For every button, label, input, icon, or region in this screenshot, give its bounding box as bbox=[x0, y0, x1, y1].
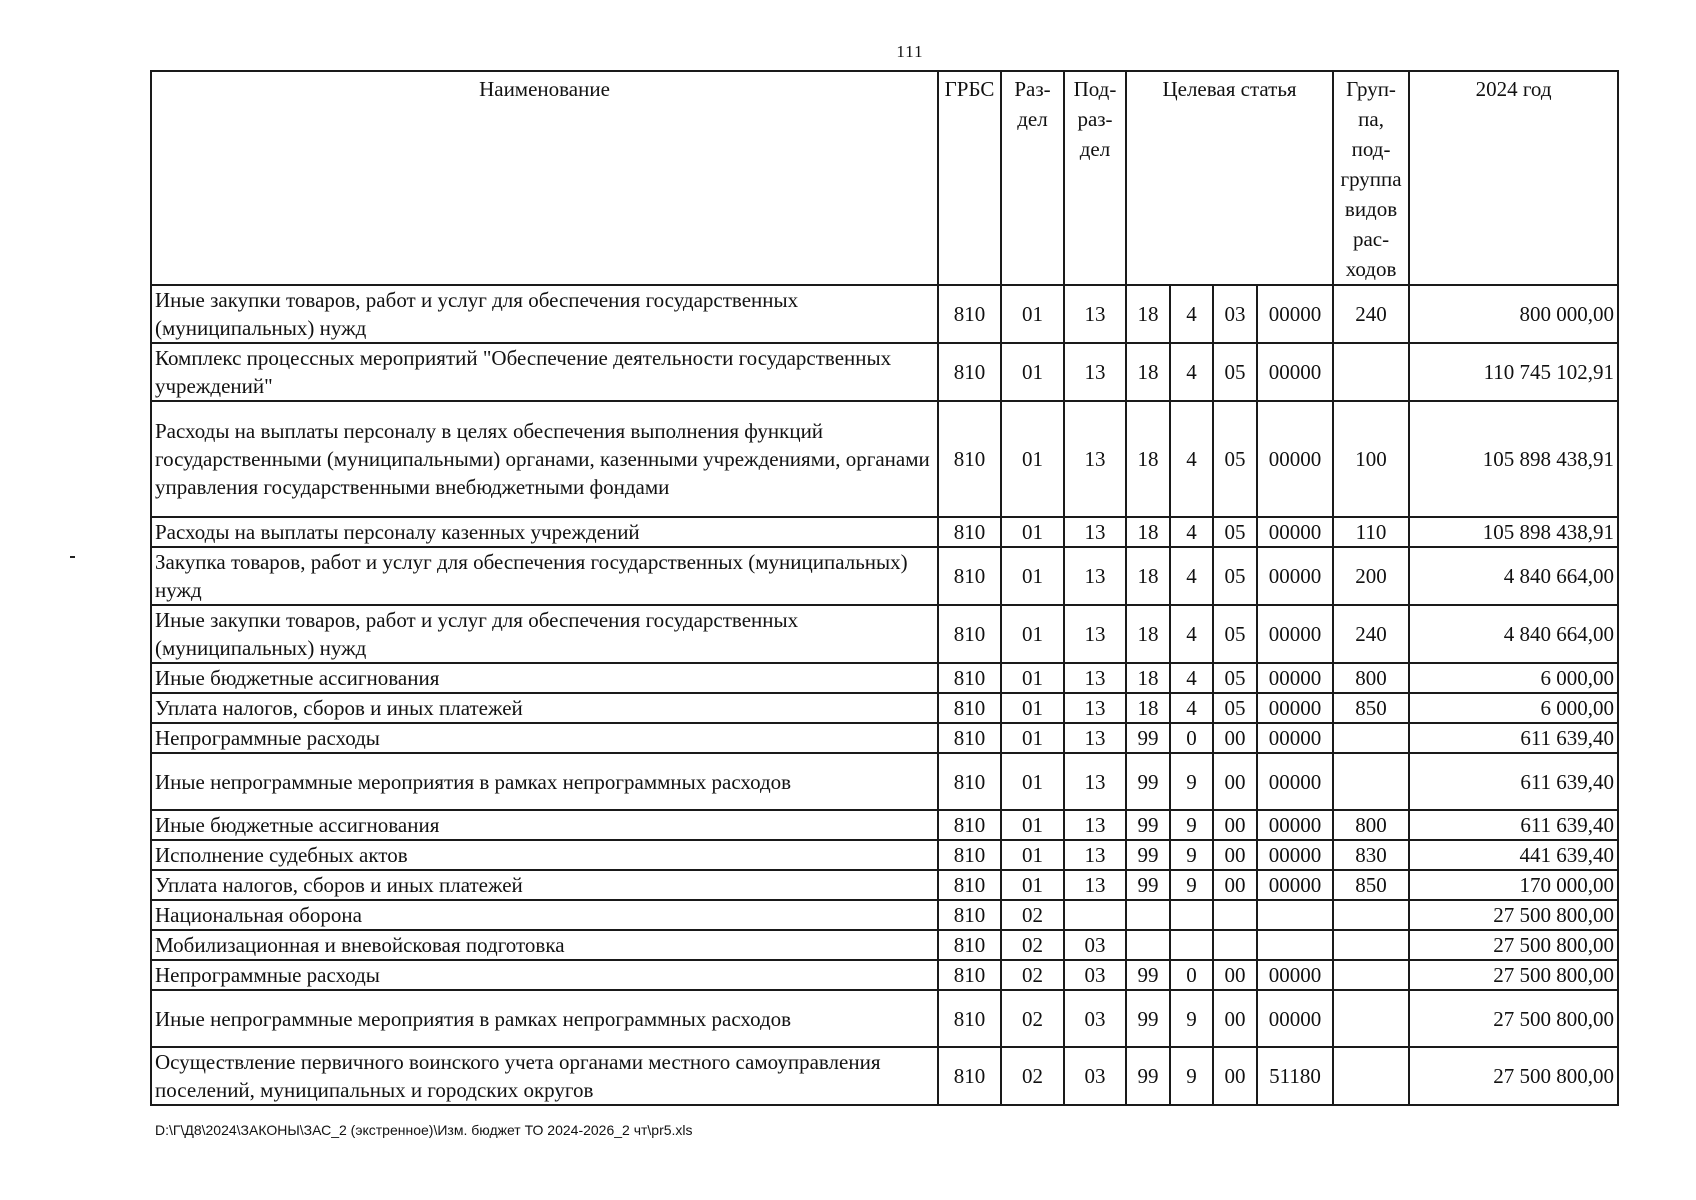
cell-name: Иные бюджетные ассигнования bbox=[151, 663, 938, 693]
cell-target-program: 99 bbox=[1126, 840, 1170, 870]
cell-podrazdel: 03 bbox=[1064, 930, 1126, 960]
cell-target-program: 18 bbox=[1126, 401, 1170, 517]
cell-target-direction bbox=[1257, 930, 1333, 960]
cell-target-type: 4 bbox=[1170, 693, 1213, 723]
table-row bbox=[151, 990, 1618, 1047]
cell-target-direction: 00000 bbox=[1257, 285, 1333, 343]
cell-razdel: 01 bbox=[1001, 723, 1064, 753]
table-row bbox=[151, 753, 1618, 810]
cell-expense-group: 240 bbox=[1333, 285, 1409, 343]
cell-target-type bbox=[1170, 930, 1213, 960]
cell-target-direction: 00000 bbox=[1257, 810, 1333, 840]
cell-target-direction: 00000 bbox=[1257, 723, 1333, 753]
table-header-row bbox=[151, 71, 1618, 285]
cell-name: Закупка товаров, работ и услуг для обеспечения государственных (муниципальных) нужд bbox=[151, 547, 938, 605]
cell-razdel: 01 bbox=[1001, 517, 1064, 547]
cell-amount-2024: 800 000,00 bbox=[1409, 285, 1618, 343]
cell-grbs: 810 bbox=[938, 1047, 1001, 1105]
cell-target-type: 4 bbox=[1170, 285, 1213, 343]
cell-target-program: 18 bbox=[1126, 605, 1170, 663]
cell-target-program: 18 bbox=[1126, 693, 1170, 723]
cell-expense-group bbox=[1333, 1047, 1409, 1105]
cell-target-direction: 51180 bbox=[1257, 1047, 1333, 1105]
cell-target-type: 4 bbox=[1170, 663, 1213, 693]
header-grbs: ГРБС bbox=[938, 71, 1001, 285]
table-body bbox=[151, 285, 1618, 1105]
cell-name: Осуществление первичного воинского учета органами местного самоуправления поселений, муниципальных и городских округов bbox=[151, 1047, 938, 1105]
cell-target-program: 99 bbox=[1126, 1047, 1170, 1105]
table-row bbox=[151, 930, 1618, 960]
cell-amount-2024: 441 639,40 bbox=[1409, 840, 1618, 870]
cell-target-program: 99 bbox=[1126, 753, 1170, 810]
cell-amount-2024: 611 639,40 bbox=[1409, 810, 1618, 840]
header-name: Наименование bbox=[151, 71, 938, 285]
cell-amount-2024: 6 000,00 bbox=[1409, 663, 1618, 693]
cell-grbs: 810 bbox=[938, 870, 1001, 900]
budget-table bbox=[150, 70, 1619, 1106]
cell-target-type: 9 bbox=[1170, 1047, 1213, 1105]
cell-target-type: 9 bbox=[1170, 840, 1213, 870]
cell-razdel: 02 bbox=[1001, 930, 1064, 960]
header-podrazdel: Под- раз- дел bbox=[1064, 71, 1126, 285]
cell-name: Мобилизационная и вневойсковая подготовка bbox=[151, 930, 938, 960]
cell-target-direction: 00000 bbox=[1257, 663, 1333, 693]
cell-amount-2024: 4 840 664,00 bbox=[1409, 605, 1618, 663]
cell-grbs: 810 bbox=[938, 840, 1001, 870]
cell-target-subprogram: 05 bbox=[1213, 517, 1257, 547]
cell-amount-2024: 110 745 102,91 bbox=[1409, 343, 1618, 401]
cell-expense-group: 200 bbox=[1333, 547, 1409, 605]
table-row bbox=[151, 663, 1618, 693]
cell-name: Иные закупки товаров, работ и услуг для обеспечения государственных (муниципальных) нужд bbox=[151, 285, 938, 343]
cell-expense-group bbox=[1333, 723, 1409, 753]
cell-grbs: 810 bbox=[938, 753, 1001, 810]
scan-artifact-mark bbox=[70, 556, 75, 558]
cell-amount-2024: 170 000,00 bbox=[1409, 870, 1618, 900]
cell-target-program: 99 bbox=[1126, 723, 1170, 753]
table-row bbox=[151, 605, 1618, 663]
table-row bbox=[151, 840, 1618, 870]
cell-target-subprogram: 05 bbox=[1213, 343, 1257, 401]
cell-amount-2024: 105 898 438,91 bbox=[1409, 517, 1618, 547]
cell-razdel: 01 bbox=[1001, 693, 1064, 723]
cell-podrazdel: 13 bbox=[1064, 285, 1126, 343]
cell-razdel: 02 bbox=[1001, 900, 1064, 930]
cell-razdel: 01 bbox=[1001, 663, 1064, 693]
cell-target-program: 99 bbox=[1126, 990, 1170, 1047]
cell-expense-group: 800 bbox=[1333, 810, 1409, 840]
cell-grbs: 810 bbox=[938, 663, 1001, 693]
cell-podrazdel: 03 bbox=[1064, 960, 1126, 990]
cell-target-program: 18 bbox=[1126, 547, 1170, 605]
cell-expense-group bbox=[1333, 930, 1409, 960]
cell-expense-group: 850 bbox=[1333, 870, 1409, 900]
cell-name: Уплата налогов, сборов и иных платежей bbox=[151, 870, 938, 900]
cell-expense-group: 850 bbox=[1333, 693, 1409, 723]
header-year-2024: 2024 год bbox=[1409, 71, 1618, 285]
cell-target-subprogram: 00 bbox=[1213, 723, 1257, 753]
cell-expense-group: 100 bbox=[1333, 401, 1409, 517]
cell-amount-2024: 611 639,40 bbox=[1409, 753, 1618, 810]
cell-target-direction: 00000 bbox=[1257, 960, 1333, 990]
cell-amount-2024: 27 500 800,00 bbox=[1409, 1047, 1618, 1105]
cell-podrazdel: 13 bbox=[1064, 605, 1126, 663]
footer-file-path: D:\Г\Д8\2024\ЗАКОНЫ\ЗАС_2 (экстренное)\Изм. бюджет ТО 2024-2026_2 чт\pr5.xls bbox=[155, 1122, 693, 1138]
table-row bbox=[151, 401, 1618, 517]
cell-target-type: 4 bbox=[1170, 547, 1213, 605]
cell-target-program: 18 bbox=[1126, 343, 1170, 401]
cell-podrazdel: 13 bbox=[1064, 517, 1126, 547]
cell-razdel: 02 bbox=[1001, 1047, 1064, 1105]
cell-name: Непрограммные расходы bbox=[151, 723, 938, 753]
cell-target-type: 9 bbox=[1170, 870, 1213, 900]
cell-name: Исполнение судебных актов bbox=[151, 840, 938, 870]
cell-name: Национальная оборона bbox=[151, 900, 938, 930]
cell-grbs: 810 bbox=[938, 517, 1001, 547]
cell-grbs: 810 bbox=[938, 343, 1001, 401]
cell-grbs: 810 bbox=[938, 990, 1001, 1047]
cell-target-type: 9 bbox=[1170, 990, 1213, 1047]
cell-target-type: 9 bbox=[1170, 810, 1213, 840]
cell-name: Расходы на выплаты персоналу казенных учреждений bbox=[151, 517, 938, 547]
cell-target-direction: 00000 bbox=[1257, 990, 1333, 1047]
cell-target-program bbox=[1126, 930, 1170, 960]
table-row bbox=[151, 723, 1618, 753]
cell-target-type: 0 bbox=[1170, 960, 1213, 990]
cell-grbs: 810 bbox=[938, 285, 1001, 343]
cell-podrazdel bbox=[1064, 900, 1126, 930]
table-row bbox=[151, 285, 1618, 343]
cell-expense-group bbox=[1333, 343, 1409, 401]
header-target-article: Целевая статья bbox=[1126, 71, 1333, 285]
cell-target-direction: 00000 bbox=[1257, 401, 1333, 517]
cell-target-subprogram: 00 bbox=[1213, 840, 1257, 870]
table-row bbox=[151, 1047, 1618, 1105]
cell-grbs: 810 bbox=[938, 930, 1001, 960]
cell-target-direction: 00000 bbox=[1257, 343, 1333, 401]
cell-expense-group bbox=[1333, 960, 1409, 990]
table-row bbox=[151, 693, 1618, 723]
cell-expense-group: 800 bbox=[1333, 663, 1409, 693]
cell-name: Иные закупки товаров, работ и услуг для обеспечения государственных (муниципальных) нужд bbox=[151, 605, 938, 663]
table-row bbox=[151, 517, 1618, 547]
cell-target-subprogram: 00 bbox=[1213, 1047, 1257, 1105]
cell-amount-2024: 105 898 438,91 bbox=[1409, 401, 1618, 517]
cell-target-subprogram: 00 bbox=[1213, 990, 1257, 1047]
cell-podrazdel: 13 bbox=[1064, 547, 1126, 605]
cell-razdel: 01 bbox=[1001, 753, 1064, 810]
table-row bbox=[151, 960, 1618, 990]
cell-razdel: 01 bbox=[1001, 605, 1064, 663]
cell-target-subprogram bbox=[1213, 930, 1257, 960]
cell-razdel: 01 bbox=[1001, 401, 1064, 517]
cell-name: Иные бюджетные ассигнования bbox=[151, 810, 938, 840]
cell-target-direction: 00000 bbox=[1257, 693, 1333, 723]
cell-target-subprogram: 00 bbox=[1213, 753, 1257, 810]
cell-name: Комплекс процессных мероприятий "Обеспечение деятельности государственных учреждений" bbox=[151, 343, 938, 401]
cell-target-direction: 00000 bbox=[1257, 840, 1333, 870]
header-expense-group: Груп- па, под- группа видов рас- ходов bbox=[1333, 71, 1409, 285]
cell-target-type: 0 bbox=[1170, 723, 1213, 753]
cell-expense-group: 240 bbox=[1333, 605, 1409, 663]
table-row bbox=[151, 870, 1618, 900]
cell-podrazdel: 13 bbox=[1064, 401, 1126, 517]
cell-amount-2024: 4 840 664,00 bbox=[1409, 547, 1618, 605]
cell-grbs: 810 bbox=[938, 605, 1001, 663]
cell-target-direction: 00000 bbox=[1257, 547, 1333, 605]
cell-target-direction bbox=[1257, 900, 1333, 930]
cell-expense-group: 110 bbox=[1333, 517, 1409, 547]
cell-podrazdel: 13 bbox=[1064, 663, 1126, 693]
cell-razdel: 01 bbox=[1001, 285, 1064, 343]
cell-target-subprogram bbox=[1213, 900, 1257, 930]
cell-target-program: 99 bbox=[1126, 810, 1170, 840]
table-row bbox=[151, 810, 1618, 840]
cell-target-subprogram: 05 bbox=[1213, 605, 1257, 663]
cell-podrazdel: 13 bbox=[1064, 723, 1126, 753]
cell-target-program: 99 bbox=[1126, 870, 1170, 900]
page-number: 111 bbox=[896, 42, 924, 61]
cell-amount-2024: 6 000,00 bbox=[1409, 693, 1618, 723]
cell-target-type: 4 bbox=[1170, 401, 1213, 517]
cell-target-subprogram: 03 bbox=[1213, 285, 1257, 343]
cell-name: Иные непрограммные мероприятия в рамках непрограммных расходов bbox=[151, 753, 938, 810]
cell-grbs: 810 bbox=[938, 547, 1001, 605]
cell-target-direction: 00000 bbox=[1257, 605, 1333, 663]
cell-podrazdel: 13 bbox=[1064, 840, 1126, 870]
header-razdel: Раз- дел bbox=[1001, 71, 1064, 285]
cell-razdel: 01 bbox=[1001, 810, 1064, 840]
cell-grbs: 810 bbox=[938, 810, 1001, 840]
cell-grbs: 810 bbox=[938, 693, 1001, 723]
cell-target-subprogram: 05 bbox=[1213, 547, 1257, 605]
cell-target-program: 18 bbox=[1126, 663, 1170, 693]
cell-amount-2024: 611 639,40 bbox=[1409, 723, 1618, 753]
cell-target-direction: 00000 bbox=[1257, 753, 1333, 810]
cell-target-direction: 00000 bbox=[1257, 517, 1333, 547]
cell-target-type: 4 bbox=[1170, 343, 1213, 401]
cell-target-type: 4 bbox=[1170, 605, 1213, 663]
cell-name: Иные непрограммные мероприятия в рамках непрограммных расходов bbox=[151, 990, 938, 1047]
cell-target-subprogram: 05 bbox=[1213, 401, 1257, 517]
cell-grbs: 810 bbox=[938, 723, 1001, 753]
cell-target-subprogram: 05 bbox=[1213, 663, 1257, 693]
table-row bbox=[151, 547, 1618, 605]
cell-target-program: 99 bbox=[1126, 960, 1170, 990]
cell-name: Уплата налогов, сборов и иных платежей bbox=[151, 693, 938, 723]
cell-grbs: 810 bbox=[938, 401, 1001, 517]
cell-podrazdel: 13 bbox=[1064, 693, 1126, 723]
cell-podrazdel: 03 bbox=[1064, 1047, 1126, 1105]
cell-amount-2024: 27 500 800,00 bbox=[1409, 990, 1618, 1047]
cell-name: Расходы на выплаты персоналу в целях обеспечения выполнения функций государственными (муниципальными) органами, казенными учреждениями, органами управления государственными внебюджетными фондами bbox=[151, 401, 938, 517]
cell-podrazdel: 13 bbox=[1064, 810, 1126, 840]
cell-target-program: 18 bbox=[1126, 285, 1170, 343]
cell-expense-group bbox=[1333, 753, 1409, 810]
cell-expense-group bbox=[1333, 900, 1409, 930]
cell-razdel: 02 bbox=[1001, 990, 1064, 1047]
cell-grbs: 810 bbox=[938, 960, 1001, 990]
table-row bbox=[151, 343, 1618, 401]
cell-podrazdel: 13 bbox=[1064, 343, 1126, 401]
cell-amount-2024: 27 500 800,00 bbox=[1409, 900, 1618, 930]
cell-target-type: 4 bbox=[1170, 517, 1213, 547]
cell-razdel: 01 bbox=[1001, 870, 1064, 900]
cell-razdel: 02 bbox=[1001, 960, 1064, 990]
cell-target-subprogram: 00 bbox=[1213, 870, 1257, 900]
cell-target-program: 18 bbox=[1126, 517, 1170, 547]
cell-razdel: 01 bbox=[1001, 840, 1064, 870]
cell-podrazdel: 03 bbox=[1064, 990, 1126, 1047]
cell-podrazdel: 13 bbox=[1064, 870, 1126, 900]
cell-target-subprogram: 05 bbox=[1213, 693, 1257, 723]
cell-amount-2024: 27 500 800,00 bbox=[1409, 960, 1618, 990]
cell-podrazdel: 13 bbox=[1064, 753, 1126, 810]
cell-target-program bbox=[1126, 900, 1170, 930]
cell-grbs: 810 bbox=[938, 900, 1001, 930]
cell-expense-group: 830 bbox=[1333, 840, 1409, 870]
cell-amount-2024: 27 500 800,00 bbox=[1409, 930, 1618, 960]
cell-target-type bbox=[1170, 900, 1213, 930]
cell-razdel: 01 bbox=[1001, 343, 1064, 401]
cell-target-subprogram: 00 bbox=[1213, 960, 1257, 990]
cell-expense-group bbox=[1333, 990, 1409, 1047]
cell-name: Непрограммные расходы bbox=[151, 960, 938, 990]
cell-razdel: 01 bbox=[1001, 547, 1064, 605]
cell-target-direction: 00000 bbox=[1257, 870, 1333, 900]
cell-target-type: 9 bbox=[1170, 753, 1213, 810]
table-row bbox=[151, 900, 1618, 930]
cell-target-subprogram: 00 bbox=[1213, 810, 1257, 840]
